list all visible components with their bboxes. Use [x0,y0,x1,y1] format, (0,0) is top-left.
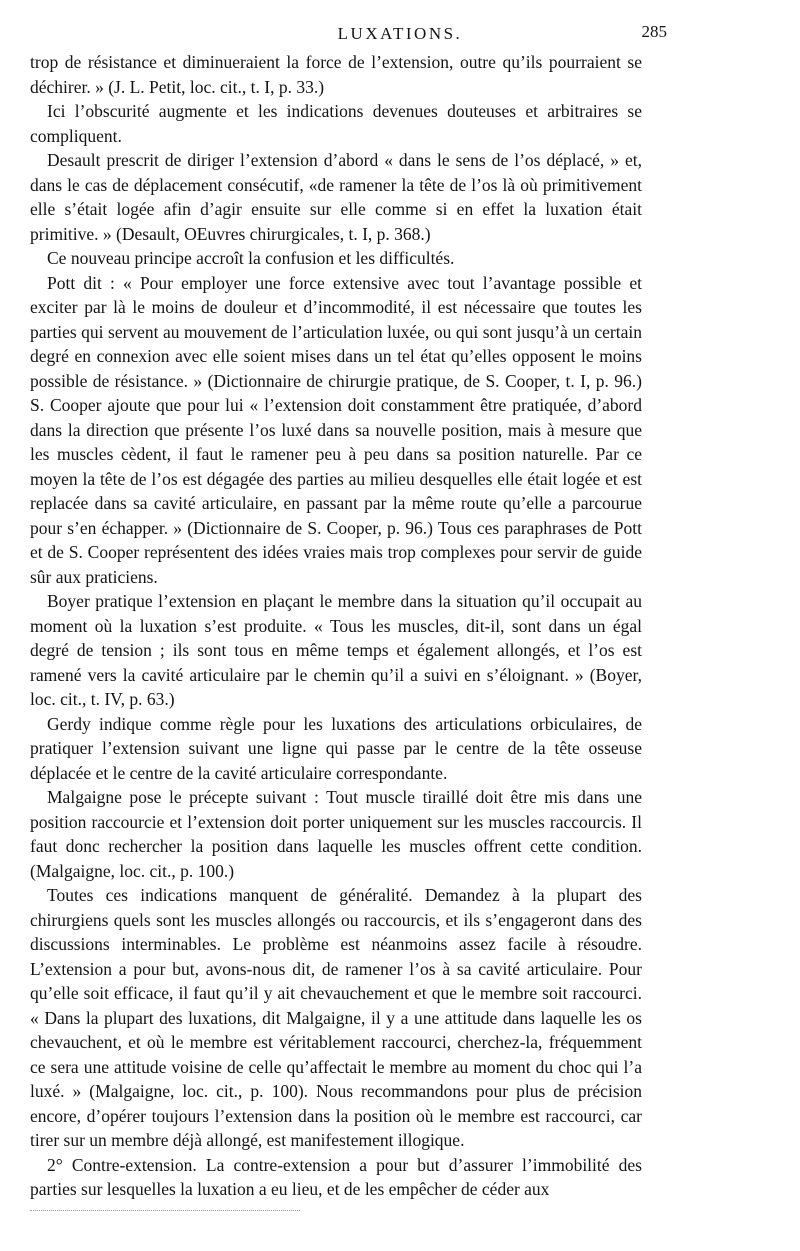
body-text [30,50,642,1202]
paragraph-malgaigne: Malgaigne pose le précepte suivant : Tout muscle tiraillé doit être mis dans une position raccourcie et l’extension doit porter uniquement sur les muscles raccourcis. Il faut donc rechercher la position dans laquelle les muscles offrent cette condition. (Malgaigne, loc. cit., p. 100.) [30,787,642,881]
paragraph-gerdy: Gerdy indique comme règle pour les luxations des articulations orbiculaires, de pratiquer l’extension suivant une ligne qui passe par le centre de la tête osseuse déplacée et le centre de la cavité articulaire correspondante. [30,713,642,783]
bottom-rule [30,1210,300,1211]
paragraph-nouveau-principe: Ce nouveau principe accroît la confusion et les difficultés. [47,248,455,268]
paragraph-obscurite: Ici l’obscurité augmente et les indications devenues douteuses et arbitraires se compliquent. [30,101,642,146]
paragraph-contre-extension: 2° Contre-extension. La contre-extension a pour but d’assurer l’immobilité des parties sur lesquelles la luxation a eu lieu, et de les empêcher de céder aux [30,1154,642,1199]
paragraph-desault: Desault prescrit de diriger l’extension d’abord « dans le sens de l’os déplacé, » et, dans le cas de déplacement consécutif, «de ramener la tête de l’os là où primitivement elle s’était logée afin d’agir ensuite sur elle comme si en effet la luxation était primitive. » (Desault, OEuvres chirurgicales, t. I, p. 368.) [30,150,642,244]
paragraph-boyer: Boyer pratique l’extension en plaçant le membre dans la situation qu’il occupait au moment où la luxation s’est produite. « Tous les muscles, dit-il, sont dans un égal degré de tension ; ils sont tous en même temps et également allongés, et l’os est ramené vers la cavité articulaire par le chemin qu’il a suivi en s’éloignant. » (Boyer, loc. cit., t. IV, p. 63.) [30,591,642,709]
paragraph-generalite: Toutes ces indications manquent de généralité. Demandez à la plupart des chirurgiens quels sont les muscles allongés ou raccourcis, et ils s’engageront dans des discussions interminables. Le problème est néanmoins assez facile à résoudre. L’extension a pour but, avons-nous dit, de ramener l’os à sa cavité articulaire. Pour qu’elle soit efficace, il faut qu’il y ait chevauchement et que le membre soit raccourci. « Dans la plupart des luxations, dit Malgaigne, il y a une attitude dans laquelle les os chevauchent, et où le membre est véritablement raccourci, cherchez-la, fréquemment ce sera une attitude voisine de celle qu’affectait le membre au moment du choc qui l’a luxé. » (Malgaigne, loc. cit., p. 100). Nous recommandons pour plus de précision encore, d’opérer toujours l’extension dans la position où le membre est raccourci, car tirer sur un membre déjà allongé, est manifestement illogique. [30,885,642,1150]
running-title: LUXATIONS. [337,24,463,43]
page-number: 285 [641,22,667,41]
paragraph-continuation: trop de résistance et diminueraient la force de l’extension, outre qu’ils pourraient se déchirer. » (J. L. Petit, loc. cit., t. I, p. 33.) [30,52,642,97]
paragraph-pott: Pott dit : « Pour employer une force extensive avec tout l’avantage possible et exciter par là le moins de douleur et d’incommodité, il est nécessaire que toutes les parties qui servent au mouvement de l’articulation luxée, ou qui sont jusqu’à un certain degré en connexion avec elle soient mises dans un tel état qu’elles opposent le moins possible de résistance. » (Dictionnaire de chirurgie pratique, de S. Cooper, t. I, p. 96.) S. Cooper ajoute que pour lui « l’extension doit constamment être pratiquée, d’abord dans la direction que présente l’os luxé dans sa nouvelle position, mais à mesure que les muscles cèdent, il faut le ramener peu à peu dans sa position naturelle. Par ce moyen la tête de l’os est dégagée des parties au milieu desquelles elle était logée et est replacée dans sa cavité articulaire, en passant par la même route qu’elle a parcourue pour s’en échapper. » (Dictionnaire de S. Cooper, p. 96.) Tous ces paraphrases de Pott et de S. Cooper représentent des idées vraies mais trop complexes pour servir de guide sûr aux praticiens. [30,272,642,587]
